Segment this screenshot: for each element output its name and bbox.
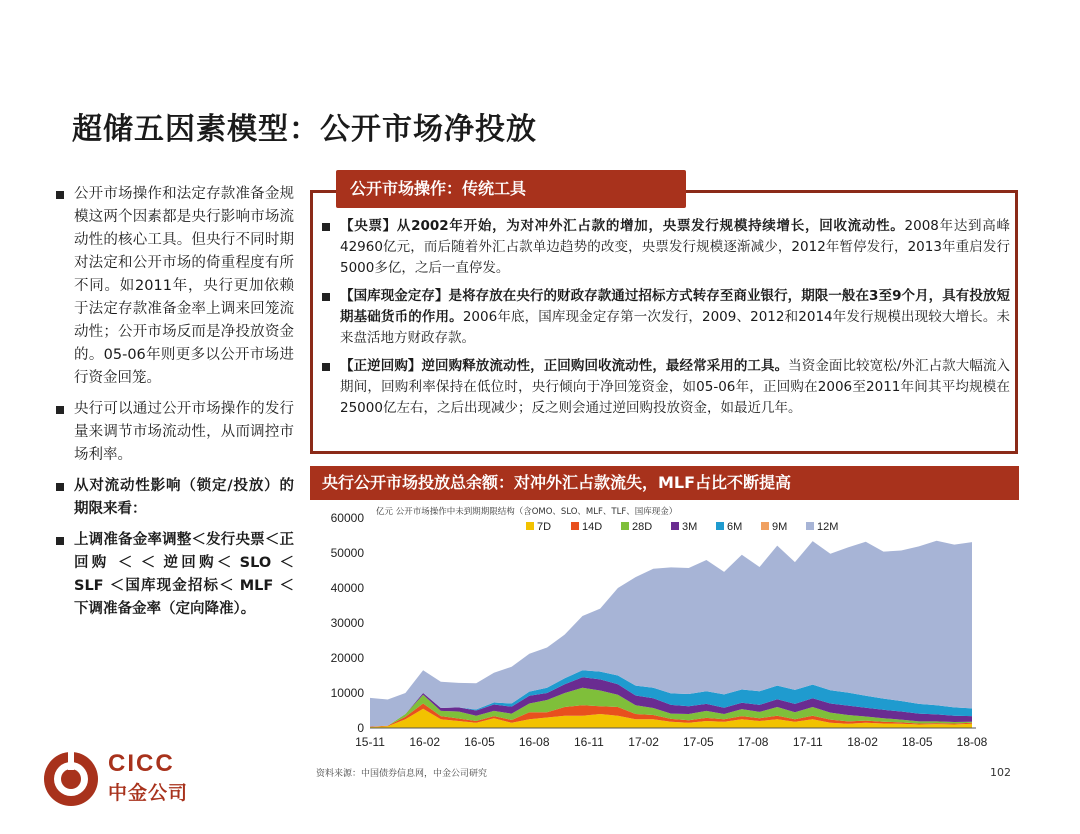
legend-label-7d: 7D (537, 521, 552, 533)
bullet-square-icon (322, 223, 330, 231)
x-tick-label: 18-02 (847, 735, 878, 749)
logo-text-en: CICC (108, 750, 175, 777)
x-tick-label: 16-11 (574, 735, 604, 749)
x-tick-label: 18-08 (956, 735, 988, 749)
x-tick-label: 17-11 (792, 735, 823, 749)
legend-swatch-14d (571, 522, 579, 530)
x-tick-label: 16-08 (518, 735, 550, 749)
page-title: 超储五因素模型：公开市场净投放 (72, 112, 537, 147)
bullet-square-icon (56, 191, 64, 199)
legend-swatch-12m (806, 522, 814, 530)
y-tick-label: 30000 (330, 616, 364, 630)
x-tick-label: 18-05 (901, 735, 933, 749)
cicc-logo-icon (42, 750, 100, 808)
left-bullet-2: 央行可以通过公开市场操作的发行量来调节市场流动性，从而调控市场利率。 (56, 398, 294, 467)
x-tick-label: 16-02 (409, 735, 441, 749)
cicc-logo (38, 748, 208, 808)
legend-label-28d: 28D (632, 521, 653, 533)
bullet-square-icon (56, 483, 64, 491)
logo-text-cn: 中金公司 (108, 782, 189, 804)
legend-label-12m: 12M (817, 521, 839, 533)
bullet-square-icon (322, 293, 330, 301)
x-tick-label: 15-11 (355, 735, 385, 749)
chart-banner: 央行公开市场投放总余额：对冲外汇占款流失，MLF占比不断提高 (310, 466, 1019, 500)
legend-label-6m: 6M (727, 521, 743, 533)
y-tick-label: 10000 (330, 686, 364, 700)
left-bullet-3: 从对流动性影响（锁定/投放）的期限来看： (56, 475, 294, 521)
y-tick-label: 40000 (330, 581, 364, 595)
left-bullet-1: 公开市场操作和法定存款准备金规模这两个因素都是央行影响市场流动性的核心工具。但央行不同时期对法定和公开市场的倚重程度有所不同。如2011年，央行更加依赖于法定存款准备金率上调来回笼流动性；公开市场反而是净投放资金的。05-06年则更多以公开市场进行资金回笼。 (56, 183, 294, 390)
legend-swatch-9m (761, 522, 769, 530)
legend-label-14d: 14D (582, 521, 603, 533)
x-tick-label: 17-05 (683, 735, 714, 749)
source-note: 资料来源：中国债券信息网，中金公司研究 (316, 769, 488, 779)
y-tick-label: 50000 (330, 546, 364, 560)
tool-item-repo: 【正逆回购】逆回购释放流动性，正回购回收流动性，最经常采用的工具。当资金面比较宽松/外汇占款大幅流入期间，回购利率保持在低位时，央行倾向于净回笼资金，如05-06年，正回购在2006至2011年间其平均规模在25000亿左右，之后出现减少；反之则会通过逆回购投放资金，如最近几年。 (322, 356, 1010, 419)
stacked-area-chart (312, 502, 1002, 762)
traditional-tools-header: 公开市场操作：传统工具 (336, 170, 686, 208)
y-tick-label: 20000 (330, 651, 364, 665)
legend-swatch-3m (671, 522, 679, 530)
x-tick-label: 16-05 (464, 735, 495, 749)
bullet-square-icon (56, 406, 64, 414)
bullet-square-icon (322, 363, 330, 371)
legend-label-9m: 9M (772, 521, 788, 533)
tool-item-treasury-deposit: 【国库现金定存】是将存放在央行的财政存款通过招标方式转存至商业银行，期限一般在3至9个月，具有投放短期基础货币的作用。2006年底，国库现金定存第一次发行，2009、2012和2014年发行规模出现较大增长。未来盘活地方财政存款。 (322, 286, 1010, 349)
legend-swatch-6m (716, 522, 724, 530)
legend-swatch-28d (621, 522, 629, 530)
x-tick-label: 17-02 (628, 735, 659, 749)
legend-label-3m: 3M (682, 521, 698, 533)
chart-subtitle: 亿元 公开市场操作中未到期期限结构（含OMO、SLO、MLF、TLF、国库现金） (376, 507, 678, 517)
y-tick-label: 60000 (330, 511, 364, 525)
left-bullets (56, 183, 294, 629)
page-number: 102 (990, 766, 1011, 779)
y-tick-label: 0 (357, 721, 364, 735)
legend-swatch-7d (526, 522, 534, 530)
traditional-tools-list (322, 216, 1010, 426)
bullet-square-icon (56, 537, 64, 545)
x-tick-label: 17-08 (737, 735, 769, 749)
left-bullet-4: 上调准备金率调整＜发行央票＜正回购 ＜ ＜ 逆回购＜ SLO ＜ SLF ＜国库现金招标＜ MLF ＜下调准备金率（定向降准）。 (56, 529, 294, 621)
tool-item-central-bank-bills: 【央票】从2002年开始，为对冲外汇占款的增加，央票发行规模持续增长，回收流动性。2008年达到高峰42960亿元，而后随着外汇占款单边趋势的改变，央票发行规模逐渐减少，2012年暂停发行，2013年重启发行5000多亿，之后一直停发。 (322, 216, 1010, 279)
